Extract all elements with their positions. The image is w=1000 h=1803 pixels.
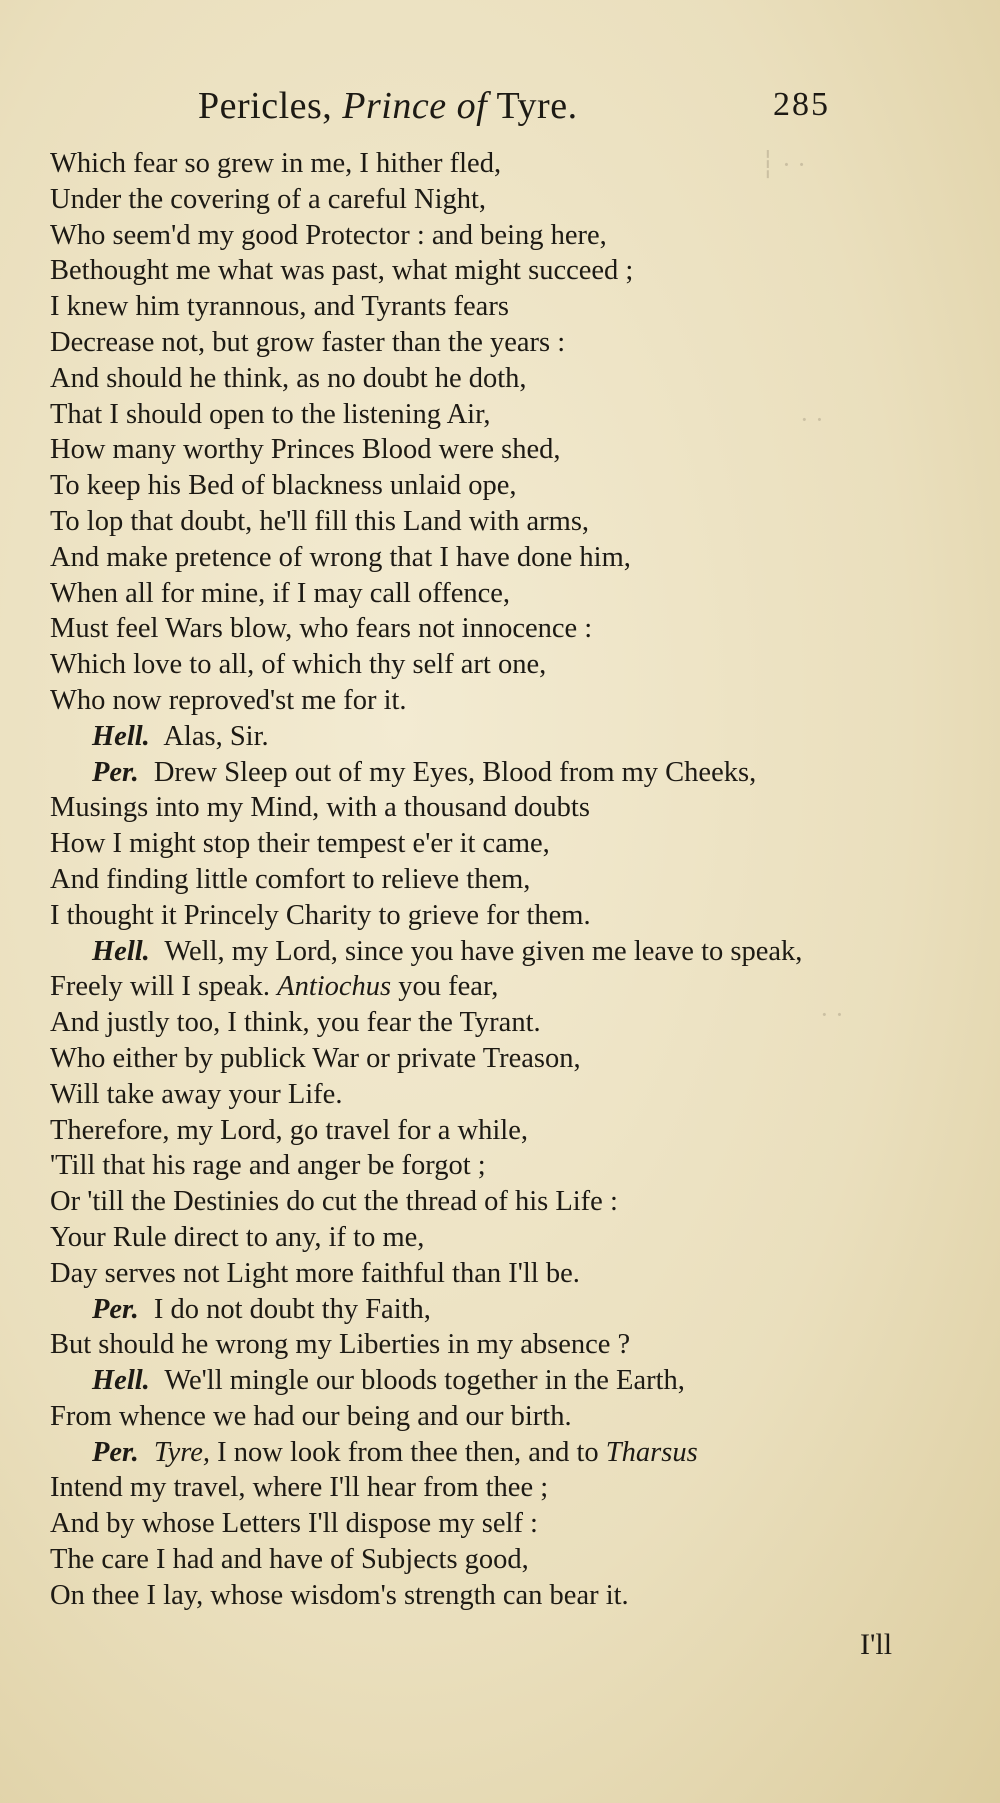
line-text: To lop that doubt, he'll fill this Land with arms, bbox=[50, 505, 590, 537]
line-text: And should he think, as no doubt he doth, bbox=[50, 362, 527, 394]
italic-word: Tyre, bbox=[153, 1436, 211, 1468]
running-title bbox=[198, 84, 578, 128]
verse-line bbox=[50, 1470, 950, 1506]
line-text: Drew Sleep out of my Eyes, Blood from my Cheeks, bbox=[153, 756, 757, 788]
italic-word: Antiochus bbox=[277, 971, 392, 1003]
line-text: Which fear so grew in me, I hither fled, bbox=[50, 148, 502, 179]
verse-line bbox=[50, 1542, 950, 1578]
verse-line bbox=[50, 1327, 950, 1363]
speech-line bbox=[50, 1435, 950, 1471]
line-text: And make pretence of wrong that I have done him, bbox=[50, 541, 631, 573]
show-through-decoration: ┆ · · bbox=[760, 150, 806, 179]
line-text: How many worthy Princes Blood were shed, bbox=[50, 434, 561, 466]
line-text: And justly too, I think, you fear the Tyrant. bbox=[50, 1007, 541, 1039]
speaker-name: Hell. bbox=[92, 935, 150, 967]
verse-line bbox=[50, 1184, 950, 1220]
line-text: Well, my Lord, since you have given me leave to speak, bbox=[164, 935, 803, 967]
line-text: We'll mingle our bloods together in the Earth, bbox=[164, 1365, 685, 1397]
speech-line bbox=[50, 719, 950, 755]
line-text: On thee I lay, whose wisdom's strength can bear it. bbox=[50, 1579, 629, 1611]
verse-line bbox=[50, 826, 950, 862]
line-text: I thought it Princely Charity to grieve for them. bbox=[50, 899, 591, 931]
verse-line bbox=[50, 1256, 950, 1292]
verse-line bbox=[50, 1005, 950, 1041]
line-text: I now look from thee then, and to bbox=[217, 1436, 599, 1468]
speech-line bbox=[50, 755, 950, 791]
line-text: Therefore, my Lord, go travel for a while, bbox=[50, 1114, 528, 1146]
play-text bbox=[50, 146, 950, 1614]
line-text: Your Rule direct to any, if to me, bbox=[50, 1221, 425, 1253]
speaker-name: Hell. bbox=[92, 1365, 150, 1397]
verse-line bbox=[50, 289, 950, 325]
verse-line bbox=[50, 540, 950, 576]
verse-line bbox=[50, 898, 950, 934]
verse-line bbox=[50, 969, 950, 1005]
verse-line bbox=[50, 1506, 950, 1542]
show-through-decoration: · · bbox=[820, 1000, 844, 1029]
verse-line bbox=[50, 611, 950, 647]
speaker-name: Per. bbox=[92, 1436, 139, 1468]
line-text: Freely will I speak. bbox=[50, 971, 271, 1003]
line-text: But should he wrong my Liberties in my absence ? bbox=[50, 1329, 631, 1361]
line-text: Who now reproved'st me for it. bbox=[50, 684, 407, 716]
verse-line bbox=[50, 1113, 950, 1149]
verse-line bbox=[50, 325, 950, 361]
line-text: Alas, Sir. bbox=[163, 720, 269, 752]
line-text: Day serves not Light more faithful than I'll be. bbox=[50, 1257, 580, 1289]
line-text-tail: you fear, bbox=[398, 971, 499, 1003]
verse-line bbox=[50, 1077, 950, 1113]
line-text: Intend my travel, where I'll hear from thee ; bbox=[50, 1472, 549, 1504]
line-text: The care I had and have of Subjects good, bbox=[50, 1544, 529, 1576]
speaker-name: Per. bbox=[92, 1293, 139, 1325]
verse-line bbox=[50, 1578, 950, 1614]
verse-line bbox=[50, 1041, 950, 1077]
line-text: Must feel Wars blow, who fears not innocence : bbox=[50, 613, 593, 645]
verse-line bbox=[50, 468, 950, 504]
line-text: To keep his Bed of blackness unlaid ope, bbox=[50, 470, 517, 502]
verse-line bbox=[50, 504, 950, 540]
line-text: And finding little comfort to relieve them, bbox=[50, 863, 531, 895]
verse-line bbox=[50, 432, 950, 468]
verse-line bbox=[50, 790, 950, 826]
verse-line bbox=[50, 576, 950, 612]
line-text: Which love to all, of which thy self art one, bbox=[50, 649, 547, 681]
line-text: That I should open to the listening Air, bbox=[50, 398, 491, 430]
line-text: 'Till that his rage and anger be forgot ; bbox=[50, 1150, 486, 1182]
line-text: And by whose Letters I'll dispose my self : bbox=[50, 1508, 538, 1540]
speech-line bbox=[50, 1363, 950, 1399]
verse-line bbox=[50, 182, 950, 218]
line-text: Will take away your Life. bbox=[50, 1078, 343, 1110]
speaker-name: Per. bbox=[92, 756, 139, 788]
line-text: How I might stop their tempest e'er it came, bbox=[50, 828, 550, 860]
show-through-decoration: · · bbox=[800, 405, 824, 434]
title-main: Pericles, bbox=[198, 85, 333, 127]
speech-line bbox=[50, 1292, 950, 1328]
speech-line bbox=[50, 934, 950, 970]
line-text: Musings into my Mind, with a thousand doubts bbox=[50, 792, 590, 824]
running-header bbox=[0, 84, 1000, 144]
verse-line bbox=[50, 361, 950, 397]
line-text: Under the covering of a careful Night, bbox=[50, 183, 487, 215]
line-text: Who seem'd my good Protector : and being here, bbox=[50, 219, 607, 251]
catchword: I'll bbox=[860, 1628, 893, 1661]
line-text: When all for mine, if I may call offence, bbox=[50, 577, 511, 609]
line-text: From whence we had our being and our birth. bbox=[50, 1400, 572, 1432]
italic-word: Tharsus bbox=[605, 1436, 698, 1468]
line-text: Or 'till the Destinies do cut the thread of his Life : bbox=[50, 1186, 618, 1218]
line-text: Who either by publick War or private Treason, bbox=[50, 1042, 581, 1074]
line-text: I do not doubt thy Faith, bbox=[153, 1293, 431, 1325]
verse-line bbox=[50, 862, 950, 898]
verse-line bbox=[50, 683, 950, 719]
verse-line bbox=[50, 1148, 950, 1184]
verse-line bbox=[50, 1220, 950, 1256]
line-text: Decrease not, but grow faster than the years : bbox=[50, 326, 566, 358]
line-text: I knew him tyrannous, and Tyrants fears bbox=[50, 291, 509, 323]
verse-line bbox=[50, 146, 950, 182]
speaker-name: Hell. bbox=[92, 720, 150, 752]
verse-line bbox=[50, 1399, 950, 1435]
verse-line bbox=[50, 647, 950, 683]
page-number: 285 bbox=[773, 86, 830, 123]
title-italic: Prince of bbox=[342, 85, 488, 127]
verse-line bbox=[50, 218, 950, 254]
verse-line bbox=[50, 253, 950, 289]
line-text: Bethought me what was past, what might succeed ; bbox=[50, 255, 634, 287]
title-end: Tyre. bbox=[496, 85, 578, 127]
